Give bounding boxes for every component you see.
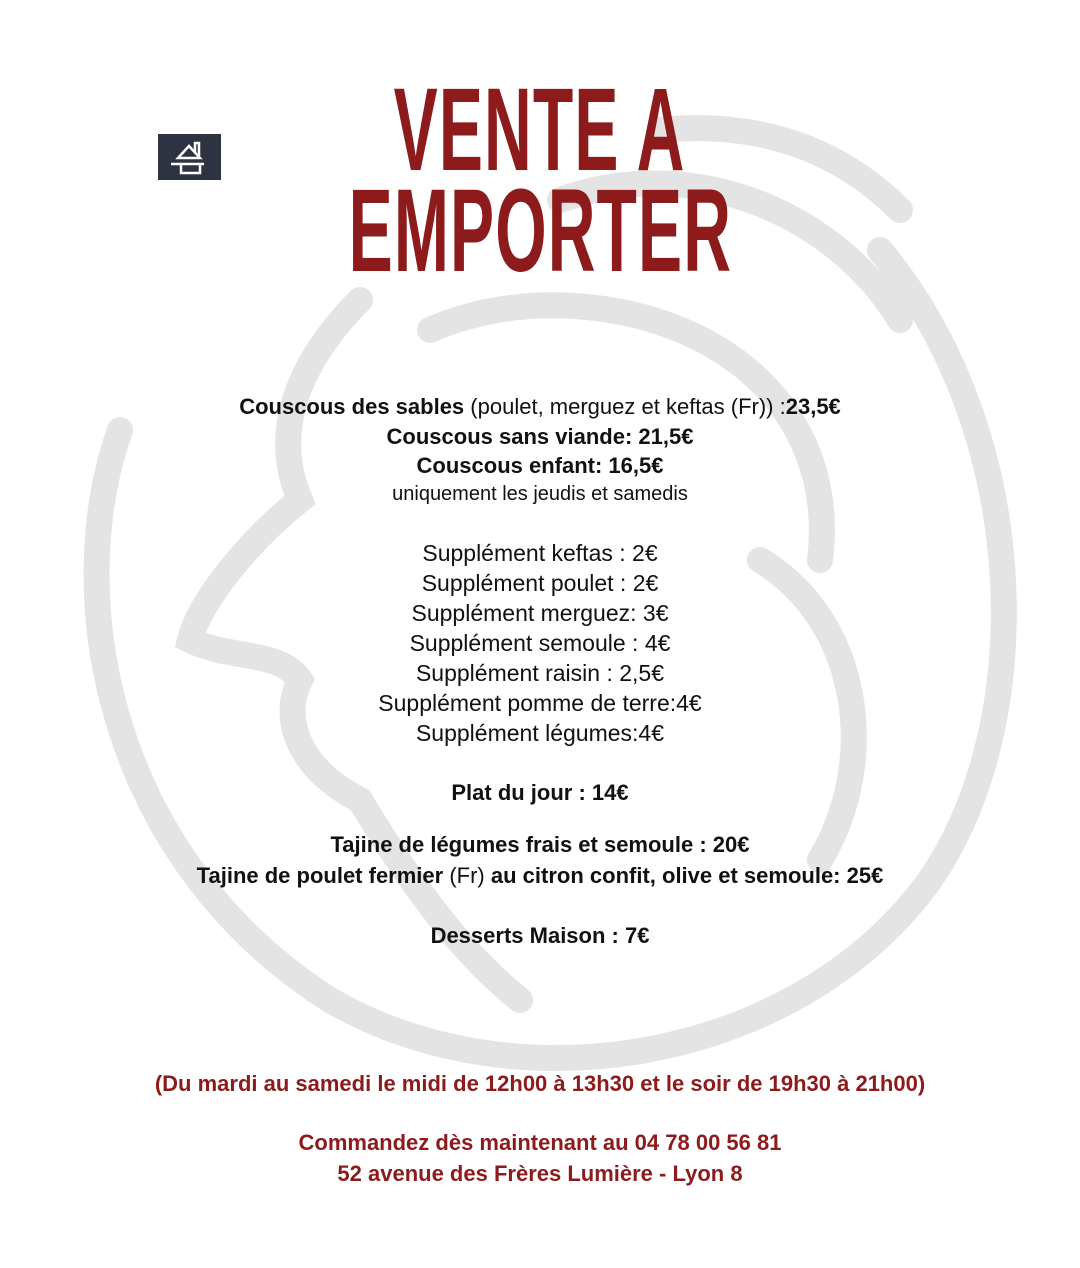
address: 52 avenue des Frères Lumière - Lyon 8 xyxy=(337,1161,743,1186)
menu-item-couscous-sans-viande: Couscous sans viande: 21,5€ xyxy=(386,424,694,449)
menu-item-tajine-legumes: Tajine de légumes frais et semoule : 20€ xyxy=(330,832,750,857)
supplement-item: Supplément raisin : 2,5€ xyxy=(415,660,665,686)
opening-hours: (Du mardi au samedi le midi de 12h00 à 13h30 et le soir de 19h30 à 21h00) xyxy=(154,1071,926,1096)
availability-note: uniquement les jeudis et samedis xyxy=(392,483,688,505)
menu-item-tajine-poulet: Tajine de poulet fermier (Fr) au citron confit, olive et semoule: 25€ xyxy=(196,863,884,888)
order-phone: Commandez dès maintenant au 04 78 00 56 81 xyxy=(298,1130,782,1155)
supplement-item: Supplément pomme de terre:4€ xyxy=(378,690,702,716)
supplement-item: Supplément keftas : 2€ xyxy=(422,540,658,566)
supplement-item: Supplément poulet : 2€ xyxy=(421,570,659,596)
supplement-item: Supplément semoule : 4€ xyxy=(409,630,671,656)
title-line-2: EMPORTER xyxy=(348,165,732,297)
menu-item-couscous-enfant: Couscous enfant: 16,5€ xyxy=(416,453,664,478)
supplement-item: Supplément légumes:4€ xyxy=(415,720,665,746)
menu-item-couscous-sables: Couscous des sables (poulet, merguez et keftas (Fr)) :23,5€ xyxy=(239,394,841,419)
supplement-item: Supplément merguez: 3€ xyxy=(411,600,669,626)
title-line-1: VENTE A xyxy=(394,64,686,196)
menu-item-desserts: Desserts Maison : 7€ xyxy=(430,923,650,948)
menu-item-plat-du-jour: Plat du jour : 14€ xyxy=(451,780,629,805)
